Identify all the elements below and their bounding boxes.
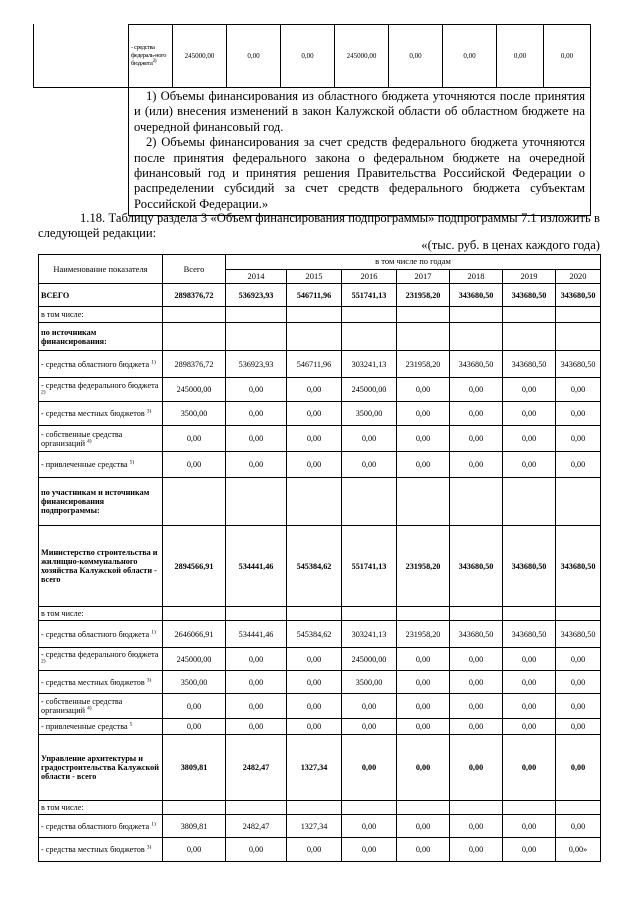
cell: 2898376,72: [163, 351, 226, 378]
footnotes: [129, 88, 591, 216]
cell: 0,00: [163, 719, 226, 735]
cell: 0,00: [342, 735, 397, 801]
header-years-group: в том числе по годам: [226, 255, 601, 270]
cell: 0,00: [226, 648, 287, 671]
cell: 545384,62: [287, 621, 342, 648]
cell: 0,00: [397, 402, 450, 426]
cell: [397, 478, 450, 526]
cell: [226, 607, 287, 621]
cell: 343680,50: [556, 351, 601, 378]
cell: 3500,00: [342, 402, 397, 426]
cell: 303241,13: [342, 621, 397, 648]
cell: 0,00: [287, 648, 342, 671]
table-row: [39, 838, 601, 862]
cell: 0,00: [226, 426, 287, 452]
row-label: по участникам и источникам финансирования подпрограммы:: [39, 478, 163, 526]
cell: 245000,00: [342, 378, 397, 402]
cell: 1327,34: [287, 815, 342, 838]
cell: 2482,47: [226, 815, 287, 838]
cell: 0,00: [287, 838, 342, 862]
cell: 0,00: [556, 648, 601, 671]
cell: 0,00: [397, 452, 450, 478]
cell: 0,00: [397, 378, 450, 402]
cell: [503, 607, 556, 621]
cell: 343680,50: [450, 526, 503, 607]
cell: [287, 801, 342, 815]
footnote-1: 1) Объемы финансирования из областного бюджета уточняются после принятия и (или) внесения изменений в закон Калужской области об областном бюджете на очередной финансовый год.: [134, 89, 585, 134]
cell: 0,00: [556, 694, 601, 719]
cell: 0,00: [450, 402, 503, 426]
cell: 0,00: [397, 671, 450, 694]
cell: 534441,46: [226, 621, 287, 648]
cell: 231958,20: [397, 526, 450, 607]
cell: 0,00: [556, 452, 601, 478]
table-row: [39, 671, 601, 694]
cell: 0,00: [287, 378, 342, 402]
cell: 545384,62: [287, 526, 342, 607]
cell: 0,00: [503, 452, 556, 478]
cell: [287, 307, 342, 323]
cell: 0,00: [556, 402, 601, 426]
cell: [163, 607, 226, 621]
table-row: [39, 402, 601, 426]
cell: 343680,50: [556, 621, 601, 648]
cell: 245000,00: [173, 25, 227, 88]
cell: 303241,13: [342, 351, 397, 378]
cell: 0,00: [163, 838, 226, 862]
cell: [450, 323, 503, 351]
cell: 0,00»: [556, 838, 601, 862]
cell: 0,00: [503, 378, 556, 402]
cell: 0,00: [287, 694, 342, 719]
cell: 0,00: [503, 402, 556, 426]
cell: 0,00: [226, 378, 287, 402]
cell: 2898376,72: [163, 284, 226, 307]
unit-note: «(тыс. руб. в ценах каждого года): [421, 238, 600, 252]
table-body: [39, 284, 601, 862]
cell: [556, 307, 601, 323]
cell: 0,00: [227, 25, 281, 88]
row-label: - средства местных бюджетов $^{3)}$: [39, 671, 163, 694]
cell: 0,00: [443, 25, 497, 88]
row-label: - собственные средства организаций $^{4)}$: [39, 426, 163, 452]
financing-table: [38, 254, 601, 862]
row-label: - средства областного бюджета $^{1)}$: [39, 351, 163, 378]
cell: 245000,00: [335, 25, 389, 88]
cell: 3500,00: [163, 402, 226, 426]
table-row: [39, 323, 601, 351]
left-border-fragment: [33, 24, 129, 88]
table-row: [39, 426, 601, 452]
cell: [503, 323, 556, 351]
table-row: [39, 452, 601, 478]
row-label: в том числе:: [39, 607, 163, 621]
cell: 0,00: [450, 815, 503, 838]
row-label: Управление архитектуры и градостроительства Калужской области - всего: [39, 735, 163, 801]
cell: 0,00: [450, 648, 503, 671]
cell: 0,00: [556, 671, 601, 694]
cell: 0,00: [503, 719, 556, 735]
cell: 0,00: [450, 452, 503, 478]
cell: 0,00: [281, 25, 335, 88]
cell: 231958,20: [397, 284, 450, 307]
table-row: [39, 378, 601, 402]
cell: 231958,20: [397, 351, 450, 378]
cell: [163, 478, 226, 526]
cell: 0,00: [342, 719, 397, 735]
cell: [503, 801, 556, 815]
footnote-2: 2) Объемы финансирования за счет средств федерального бюджета уточняются после принятия федерального закона о федеральном бюджете на очередной финансовый год и принятия решения Правительства Российской Федерации о распределении субсидий за счет средств федерального бюджета субъектам Российской Федерации.»: [134, 135, 585, 211]
cell: 0,00: [556, 719, 601, 735]
cell: 0,00: [503, 838, 556, 862]
cell: [163, 323, 226, 351]
cell: [342, 307, 397, 323]
row-label: в том числе:: [39, 801, 163, 815]
row-label: - привлеченные средства $^5$: [39, 719, 163, 735]
cell: 1327,34: [287, 735, 342, 801]
cell: 0,00: [556, 735, 601, 801]
cell: [450, 307, 503, 323]
cell: 0,00: [342, 838, 397, 862]
header-row: [39, 255, 601, 270]
cell: 0,00: [342, 452, 397, 478]
cell: 2894566,91: [163, 526, 226, 607]
cell: 0,00: [450, 671, 503, 694]
row-label: - привлеченные средства $^{5)}$: [39, 452, 163, 478]
cell: 343680,50: [503, 621, 556, 648]
cell: [556, 478, 601, 526]
cell: [342, 607, 397, 621]
header-year: 2018: [450, 269, 503, 284]
cell: 3809,81: [163, 815, 226, 838]
table-row: [39, 307, 601, 323]
cell: [226, 307, 287, 323]
row-label: - средства местных бюджетов $^{3)}$: [39, 838, 163, 862]
cell: 0,00: [342, 815, 397, 838]
cell: 343680,50: [503, 526, 556, 607]
cell: 0,00: [287, 452, 342, 478]
cell: 343680,50: [556, 284, 601, 307]
cell: [226, 478, 287, 526]
cell: 0,00: [544, 25, 591, 88]
table-row: [39, 801, 601, 815]
cell: 0,00: [450, 719, 503, 735]
cell: 0,00: [450, 735, 503, 801]
cell: 0,00: [503, 815, 556, 838]
cell: 343680,50: [503, 351, 556, 378]
cell: 0,00: [397, 838, 450, 862]
row-label: в том числе:: [39, 307, 163, 323]
header-year: 2019: [503, 269, 556, 284]
cell: 0,00: [342, 694, 397, 719]
table-row: [39, 621, 601, 648]
cell: 0,00: [503, 671, 556, 694]
cell: 536923,93: [226, 284, 287, 307]
cell: [287, 478, 342, 526]
cell: 0,00: [163, 426, 226, 452]
header-year: 2020: [556, 269, 601, 284]
cell: 0,00: [556, 378, 601, 402]
continued-table-fragment: [128, 24, 591, 216]
cell: 551741,13: [342, 284, 397, 307]
row-label: - средства федерального бюджета $^{2)}$: [39, 378, 163, 402]
cell: 343680,50: [556, 526, 601, 607]
row-label: - средства областного бюджета $^{1)}$: [39, 815, 163, 838]
table-row: [39, 526, 601, 607]
cell: [287, 323, 342, 351]
table-row: [39, 478, 601, 526]
cell: [397, 801, 450, 815]
row-label: - средства федерального бюджета $^{2)}$: [39, 648, 163, 671]
cell: [397, 607, 450, 621]
notes-row: [129, 88, 591, 216]
header-year: 2017: [397, 269, 450, 284]
cell: 0,00: [397, 815, 450, 838]
cell: 534441,46: [226, 526, 287, 607]
cell: 0,00: [226, 719, 287, 735]
row-label: - средства федераль-ного бюджета$^{2)}$: [129, 25, 173, 88]
row-label: ВСЕГО: [39, 284, 163, 307]
cell: 0,00: [503, 648, 556, 671]
cell: 0,00: [397, 694, 450, 719]
row-label: - средства областного бюджета $^{1)}$: [39, 621, 163, 648]
table-row: [39, 694, 601, 719]
cell: 546711,96: [287, 351, 342, 378]
cell: 0,00: [287, 426, 342, 452]
cell: 0,00: [556, 426, 601, 452]
cell: 0,00: [450, 838, 503, 862]
cell: [397, 323, 450, 351]
cell: 0,00: [287, 671, 342, 694]
cell: [163, 801, 226, 815]
cell: 2646066,91: [163, 621, 226, 648]
cell: [287, 607, 342, 621]
header-total: Всего: [163, 255, 226, 284]
row-label: по источникам финансирования:: [39, 323, 163, 351]
cell: 0,00: [450, 378, 503, 402]
cell: [556, 607, 601, 621]
cell: 551741,13: [342, 526, 397, 607]
header-year: 2016: [342, 269, 397, 284]
cell: [450, 801, 503, 815]
cell: [342, 323, 397, 351]
cell: [450, 478, 503, 526]
cell: 0,00: [397, 648, 450, 671]
cell: 0,00: [503, 426, 556, 452]
cell: 245000,00: [163, 648, 226, 671]
cell: 3500,00: [163, 671, 226, 694]
cell: 0,00: [287, 719, 342, 735]
cell: 0,00: [342, 426, 397, 452]
cell: 0,00: [226, 452, 287, 478]
cell: [397, 307, 450, 323]
cell: 0,00: [389, 25, 443, 88]
cell: 0,00: [503, 735, 556, 801]
table-row: [39, 351, 601, 378]
cell: 3500,00: [342, 671, 397, 694]
cell: 0,00: [226, 671, 287, 694]
cell: 0,00: [226, 402, 287, 426]
table-row: [39, 607, 601, 621]
cell: 2482,47: [226, 735, 287, 801]
cell: 0,00: [226, 694, 287, 719]
cell: 0,00: [497, 25, 544, 88]
cell: 3809,81: [163, 735, 226, 801]
cell: 343680,50: [450, 284, 503, 307]
table-row: [39, 735, 601, 801]
cell: 0,00: [397, 735, 450, 801]
cell: 343680,50: [450, 351, 503, 378]
cell: 0,00: [450, 694, 503, 719]
header-year: 2015: [287, 269, 342, 284]
cell: 0,00: [287, 402, 342, 426]
header-name: Наименование показателя: [39, 255, 163, 284]
table-row: [39, 284, 601, 307]
cell: [342, 801, 397, 815]
cell: 0,00: [163, 452, 226, 478]
cell: [503, 478, 556, 526]
cell: 245000,00: [163, 378, 226, 402]
cell: 0,00: [163, 694, 226, 719]
row-label: - средства местных бюджетов $^{3)}$: [39, 402, 163, 426]
table-row: [39, 648, 601, 671]
header-year: 2014: [226, 269, 287, 284]
cell: [556, 801, 601, 815]
amendment-paragraph: 1.18. Таблицу раздела 3 «Объем финансирования подпрограммы» подпрограммы 7.1 изложить в следующей редакции:: [38, 211, 600, 240]
row-label: - собственные средства организаций $^{4)}$: [39, 694, 163, 719]
cell: 245000,00: [342, 648, 397, 671]
cell: 0,00: [397, 719, 450, 735]
cell: 536923,93: [226, 351, 287, 378]
cell: [342, 478, 397, 526]
cell: [556, 323, 601, 351]
table-row: [39, 719, 601, 735]
cell: [163, 307, 226, 323]
cell: [503, 307, 556, 323]
cell: 0,00: [397, 426, 450, 452]
cell: 0,00: [556, 815, 601, 838]
cell: 546711,96: [287, 284, 342, 307]
table-row: [129, 25, 591, 88]
cell: [450, 607, 503, 621]
cell: 0,00: [450, 426, 503, 452]
cell: [226, 323, 287, 351]
table-row: [39, 815, 601, 838]
cell: 343680,50: [503, 284, 556, 307]
cell: 0,00: [503, 694, 556, 719]
cell: [226, 801, 287, 815]
cell: 231958,20: [397, 621, 450, 648]
cell: 343680,50: [450, 621, 503, 648]
cell: 0,00: [226, 838, 287, 862]
row-label: Министерство строительства и жилищно-коммунального хозяйства Калужской области - всего: [39, 526, 163, 607]
